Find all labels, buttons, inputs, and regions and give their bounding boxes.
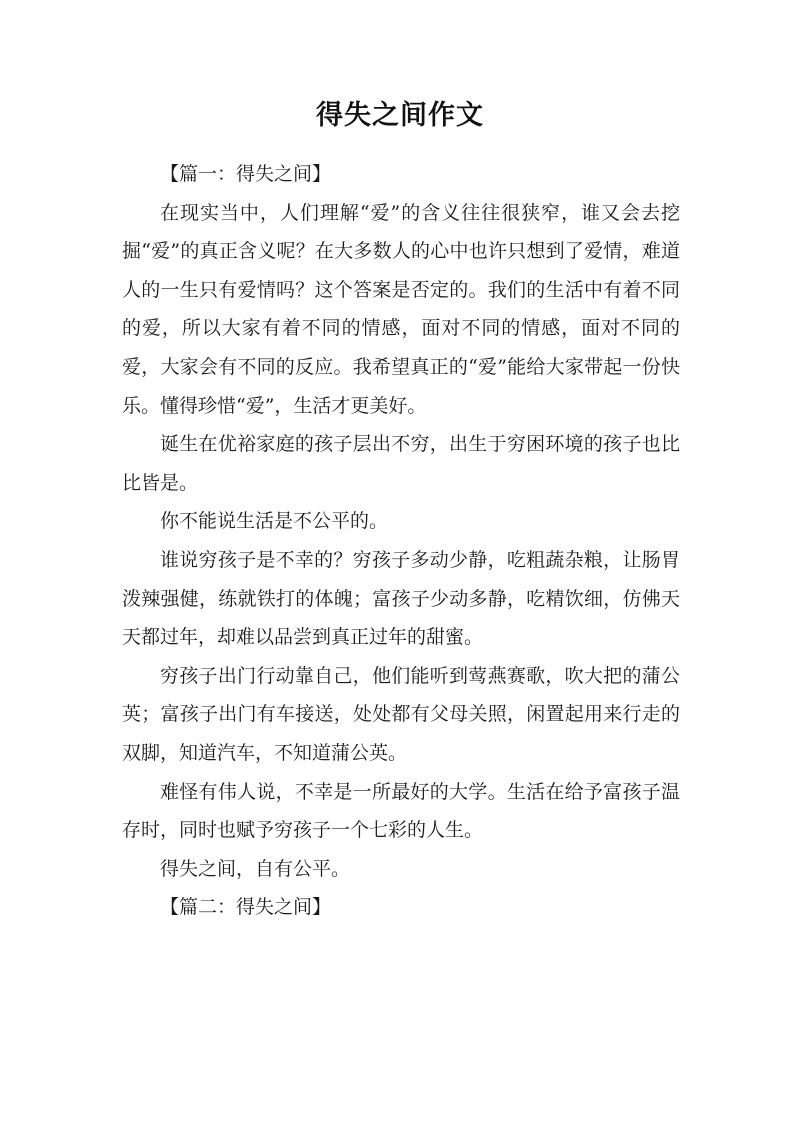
document-title: 得失之间作文 [316, 100, 484, 131]
section-heading-2: 【篇二：得失之间】 [160, 896, 332, 919]
paragraph-3: 你不能说生活是不公平的。 [160, 510, 389, 533]
paragraph-1: 在现实当中，人们理解“爱”的含义往往很狭窄，谁又会去挖掘“爱”的真正含义呢？在大多数人的心中也许只想到了爱情，难道人的一生只有爱情吗？这个答案是否定的。我们的生活中有着不同的爱，所以大家有着不同的情感，面对不同的情感，面对不同的爱，大家会有不同的反应。我希望真正的“爱”能给大家带起一份快乐。懂得珍惜“爱”，生活才更美好。 [122, 201, 680, 417]
paragraph-2: 诞生在优裕家庭的孩子层出不穷，出生于穷困环境的孩子也比比皆是。 [122, 433, 680, 494]
paragraph-6: 难怪有伟人说，不幸是一所最好的大学。生活在给予富孩子温存时，同时也赋予穷孩子一个七彩的人生。 [122, 780, 680, 842]
document-body [122, 155, 680, 927]
section-heading-1: 【篇一：得失之间】 [160, 163, 332, 185]
paragraph-5: 穷孩子出门行动靠自己，他们能听到莺燕赛歌，吹大把的蒲公英；富孩子出门有车接送，处处都有父母关照，闲置起用来行走的双脚，知道汽车，不知道蒲公英。 [122, 664, 680, 764]
paragraph-7: 得失之间，自有公平。 [160, 857, 351, 880]
paragraph-4: 谁说穷孩子是不幸的？穷孩子多动少静，吃粗蔬杂粮，让肠胃泼辣强健，练就铁打的体魄；富孩子少动多静，吃精饮细，仿佛天天都过年，却难以品尝到真正过年的甜蜜。 [122, 548, 680, 649]
